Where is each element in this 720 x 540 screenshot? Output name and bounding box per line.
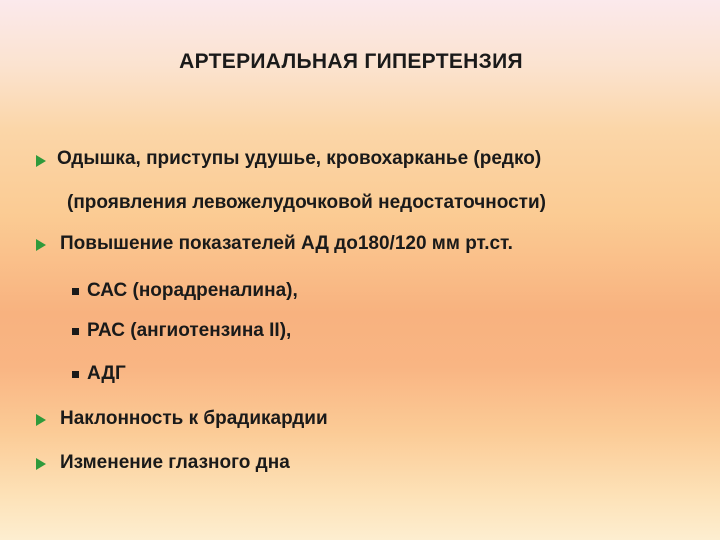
slide-title: АРТЕРИАЛЬНАЯ ГИПЕРТЕНЗИЯ xyxy=(179,50,523,73)
bullet-3-text: Наклонность к брадикардии xyxy=(60,408,328,429)
green-arrow-icon xyxy=(36,414,46,426)
bullet-1-text: Одышка, приступы удушье, кровохарканье (редко) xyxy=(57,148,542,169)
green-arrow-icon xyxy=(36,458,46,470)
subitem-adg: АДГ xyxy=(87,363,126,384)
black-square-icon xyxy=(72,328,79,335)
subitem-sas: САС (норадреналина), xyxy=(87,280,298,301)
bullet-4-text: Изменение глазного дна xyxy=(60,452,290,473)
black-square-icon xyxy=(72,288,79,295)
green-arrow-icon xyxy=(36,155,46,167)
bullet-1-continuation: (проявления левожелудочковой недостаточности) xyxy=(67,192,546,213)
subitem-ras: РАС (ангиотензина II), xyxy=(87,320,292,341)
green-arrow-icon xyxy=(36,239,46,251)
black-square-icon xyxy=(72,371,79,378)
bullet-2-text: Повышение показателей АД до180/120 мм рт.ст. xyxy=(60,233,513,254)
